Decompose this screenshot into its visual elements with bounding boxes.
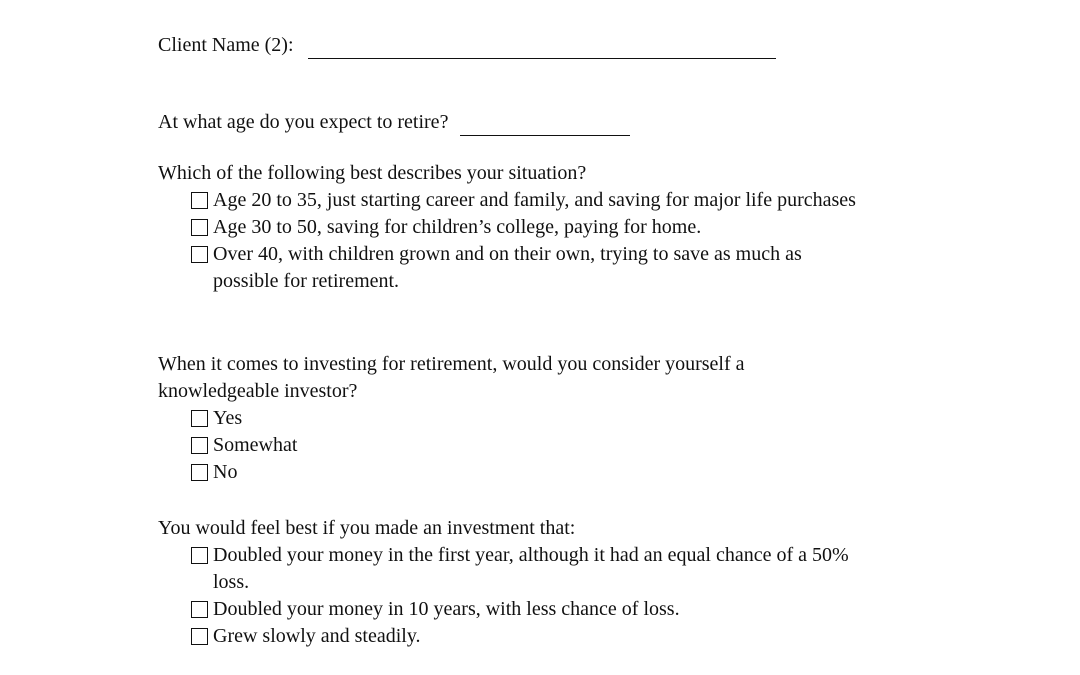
situation-question: Which of the following best describes your situation? [158,162,587,184]
retire-age-field[interactable] [460,115,630,136]
client-name-2-row [158,32,776,59]
situation-option-1-label: Age 20 to 35, just starting career and family, and saving for major life purchases [213,189,856,211]
investment-option-2-checkbox[interactable] [191,601,208,618]
investment-option-3-label: Grew slowly and steadily. [213,625,421,647]
situation-option-1-checkbox[interactable] [191,192,208,209]
situation-option-2-checkbox[interactable] [191,219,208,236]
situation-option-3-checkbox[interactable] [191,246,208,263]
knowledge-option-yes-checkbox[interactable] [191,410,208,427]
investment-option-2-label: Doubled your money in 10 years, with less chance of loss. [213,598,680,620]
client-name-2-field[interactable] [308,38,776,59]
knowledge-option-yes[interactable] [191,405,848,432]
knowledge-question: When it comes to investing for retirement, would you consider yourself a knowledgeable investor? [158,353,745,402]
investment-option-3[interactable] [191,623,878,650]
knowledge-option-somewhat-label: Somewhat [213,434,298,456]
investment-question-block [158,515,878,650]
knowledge-question-block [158,351,848,486]
client-name-2-label: Client Name (2): [158,34,294,56]
investment-option-1-checkbox[interactable] [191,547,208,564]
situation-option-3[interactable] [191,241,878,295]
investment-option-1[interactable] [191,542,878,596]
investment-option-1-label: Doubled your money in the first year, although it had an equal chance of a 50% loss. [213,544,849,593]
investment-question: You would feel best if you made an investment that: [158,517,576,539]
knowledge-option-yes-label: Yes [213,407,243,429]
retire-age-row [158,109,630,136]
knowledge-options [158,405,848,486]
situation-option-2-label: Age 30 to 50, saving for children’s college, paying for home. [213,216,702,238]
situation-question-block [158,160,878,295]
situation-option-1[interactable] [191,187,878,214]
knowledge-option-no[interactable] [191,459,848,486]
knowledge-option-somewhat-checkbox[interactable] [191,437,208,454]
knowledge-option-no-checkbox[interactable] [191,464,208,481]
retire-age-question: At what age do you expect to retire? [158,111,449,133]
knowledge-option-somewhat[interactable] [191,432,848,459]
investment-options [158,542,878,650]
investment-option-3-checkbox[interactable] [191,628,208,645]
situation-options [158,187,878,295]
knowledge-option-no-label: No [213,461,238,483]
situation-option-2[interactable] [191,214,878,241]
situation-option-3-label: Over 40, with children grown and on their own, trying to save as much as possible for retirement. [213,243,802,292]
investment-option-2[interactable] [191,596,878,623]
